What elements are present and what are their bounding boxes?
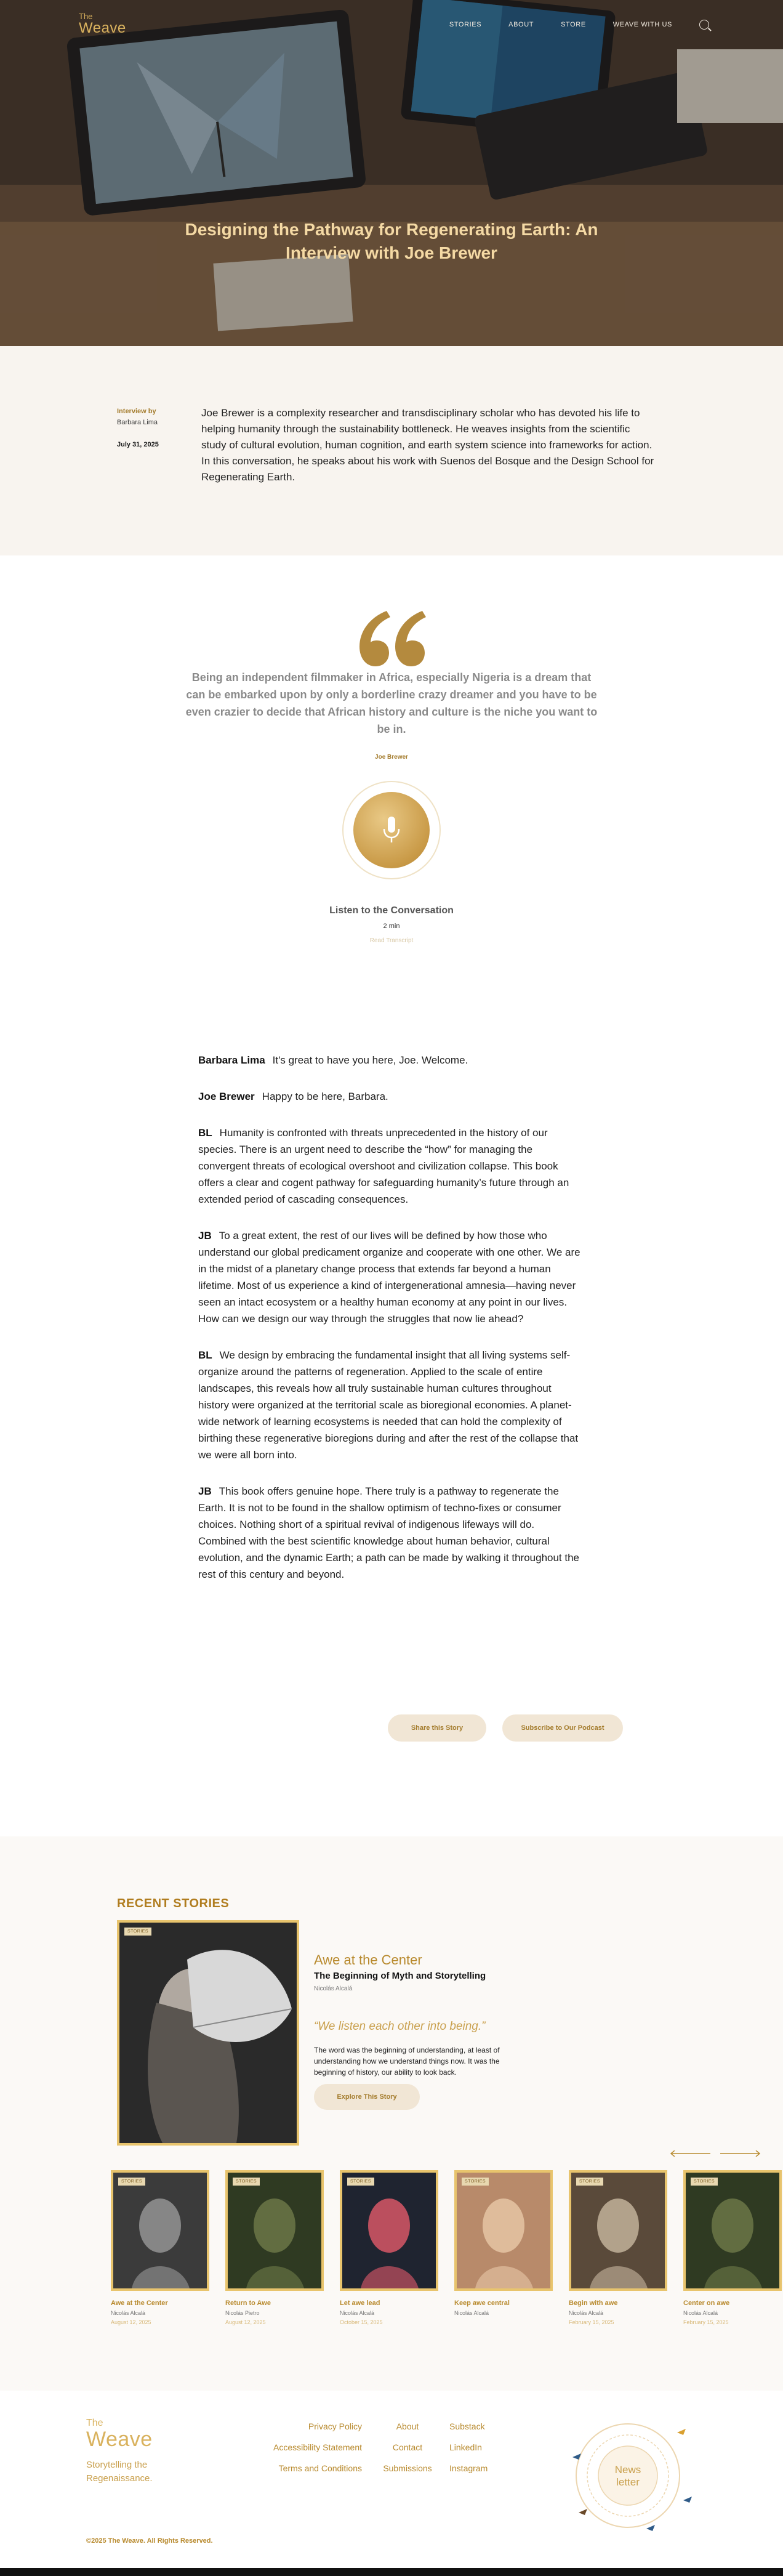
- speaker-label: BL: [198, 1127, 212, 1139]
- interview-text: Humanity is confronted with threats unprecedented in the history of our species. There is an urgent need to describe the “how” for managing the convergent threats of ecological overshoot and civilization collapse. This book offers a clear and cogent pathway for safeguarding humanity’s future through an extended period of cascading consequences.: [198, 1127, 569, 1205]
- newsletter-line2: letter: [616, 2476, 640, 2488]
- microphone-icon: [382, 817, 401, 844]
- story-card-art: [342, 2173, 436, 2288]
- footer-social-links: [449, 2421, 511, 2473]
- nav-weave-with-us[interactable]: WEAVE WITH US: [612, 21, 672, 28]
- arrow-right-icon[interactable]: [720, 2150, 761, 2157]
- carousel-arrows: [670, 2150, 761, 2157]
- recent-stories-title: RECENT STORIES: [117, 1897, 230, 1910]
- interview-line: [198, 1483, 585, 1583]
- newsletter-badge[interactable]: [554, 2408, 702, 2543]
- speaker-label: JB: [198, 1230, 212, 1242]
- story-card-art: [228, 2173, 321, 2288]
- intro-paragraph: Joe Brewer is a complexity researcher and transdisciplinary scholar who has devoted his life to helping humanity through the sustainability bottleneck. He weaves insights from the scientific study of cultural evolution, human cognition, and earth system science into frameworks for action. In this conversation, he speaks about his work with Suenos del Bosque and the Design School for Regenerating Earth.: [201, 407, 654, 483]
- hero-overlay: [0, 0, 783, 346]
- story-card-art: [571, 2173, 665, 2288]
- story-card-image[interactable]: [454, 2170, 553, 2291]
- interview-line: [198, 1227, 585, 1327]
- nav-store[interactable]: STORE: [561, 21, 586, 28]
- interview-text: It's great to have you here, Joe. Welcome.: [272, 1054, 468, 1066]
- interview-text: This book offers genuine hope. There truly is a pathway to regenerate the Earth. It is not to be found in the shallow optimism of techno-fixes or consumer choices. Nothing short of a spiritual revival of indigenous lifeways will do. Combined with the best scientific knowledge about human behavior, cultural evolution, and the dynamic Earth; a path can be made by walking it throughout the rest of this century and beyond.: [198, 1485, 580, 1580]
- recent-stories-section: [0, 1836, 783, 2391]
- about-link[interactable]: About: [396, 2421, 419, 2431]
- story-card-author: Nicolás Alcalá: [569, 2310, 604, 2316]
- linkedin-link[interactable]: LinkedIn: [449, 2442, 482, 2452]
- story-card-art: [113, 2173, 207, 2288]
- story-card[interactable]: [569, 2170, 667, 2325]
- privacy-policy-link[interactable]: Privacy Policy: [308, 2421, 362, 2431]
- story-card[interactable]: [454, 2170, 553, 2325]
- audio-player: [342, 781, 441, 879]
- speaker-label: BL: [198, 1349, 212, 1361]
- feature-title[interactable]: Awe at the Center: [314, 1952, 422, 1968]
- interview-text: We design by embracing the fundamental insight that all living systems self-organize around the patterns of regeneration. Applied to the scale of entire landscapes, this reveals how all truly sustainable human cultures throughout history were organized at the territorial scale as bioregional economies. A planet-wide network of learning ecosystems is needed that can hold the complexity of birthing these regenerative bioregions during and after the rest of the collapse that we were all born into.: [198, 1349, 579, 1461]
- story-card-date: August 12, 2025: [111, 2319, 151, 2325]
- footer-bar: [0, 2568, 783, 2576]
- story-card[interactable]: [340, 2170, 438, 2325]
- feature-author: Nicolás Alcalá: [314, 1985, 353, 1992]
- story-card-title[interactable]: Keep awe central: [454, 2299, 510, 2307]
- story-card-tag: STORIES: [347, 2178, 374, 2186]
- feature-quote: “We listen each other into being.”: [314, 2020, 486, 2033]
- feature-portrait-image: [119, 1923, 297, 2143]
- story-card-title[interactable]: Return to Awe: [225, 2299, 271, 2307]
- story-card-art: [457, 2173, 550, 2288]
- story-card[interactable]: [683, 2170, 782, 2325]
- story-card-title[interactable]: Center on awe: [683, 2299, 730, 2307]
- story-card-author: Nicolás Alcalá: [454, 2310, 489, 2316]
- site-logo[interactable]: [79, 12, 126, 36]
- speaker-label: JB: [198, 1485, 212, 1497]
- subscribe-podcast-button[interactable]: Subscribe to Our Podcast: [502, 1714, 623, 1742]
- interview-line: [198, 1347, 585, 1463]
- arrow-left-icon[interactable]: [670, 2150, 710, 2157]
- story-card-date: February 15, 2025: [683, 2319, 729, 2325]
- speaker-label: Joe Brewer: [198, 1091, 255, 1102]
- footer-legal-links: [270, 2421, 362, 2473]
- story-card-title[interactable]: Awe at the Center: [111, 2299, 168, 2307]
- footer-site-links: [383, 2421, 432, 2473]
- logo-weave: Weave: [79, 20, 126, 36]
- story-cards: [111, 2170, 782, 2325]
- interview-section: [0, 993, 783, 1836]
- story-card-date: February 15, 2025: [569, 2319, 614, 2325]
- story-card-tag: STORIES: [576, 2178, 603, 2186]
- footer-tagline: Storytelling the Regenaissance.: [86, 2460, 153, 2484]
- interview-by-label: Interview by: [117, 408, 156, 415]
- story-card-image[interactable]: [683, 2170, 782, 2291]
- interview-line: [198, 1052, 585, 1068]
- publish-date: July 31, 2025: [117, 441, 159, 448]
- feature-story-image[interactable]: [117, 1920, 299, 2146]
- read-transcript-link[interactable]: Read Transcript: [369, 937, 414, 944]
- feature-subtitle: The Beginning of Myth and Storytelling: [314, 1971, 486, 1981]
- interview-text: Happy to be here, Barbara.: [262, 1091, 388, 1102]
- hero: [0, 0, 783, 346]
- listen-duration: 2 min: [383, 923, 400, 930]
- nav-stories[interactable]: STORIES: [449, 21, 482, 28]
- story-card-title[interactable]: Begin with awe: [569, 2299, 618, 2307]
- quote-section: [0, 555, 783, 993]
- intro-section: [0, 346, 783, 555]
- newsletter-line1: News: [614, 2464, 641, 2476]
- share-actions: [388, 1714, 623, 1742]
- story-card-image[interactable]: [340, 2170, 438, 2291]
- accessibility-link[interactable]: Accessibility Statement: [273, 2442, 362, 2452]
- story-card-tag: STORIES: [462, 2178, 489, 2186]
- nav-links: [449, 20, 709, 30]
- story-card-author: Nicolás Alcalá: [340, 2310, 375, 2316]
- play-audio-button[interactable]: [353, 792, 430, 868]
- listen-title: Listen to the Conversation: [329, 905, 454, 916]
- contact-link[interactable]: Contact: [392, 2442, 423, 2452]
- terms-link[interactable]: Terms and Conditions: [278, 2463, 362, 2473]
- top-nav: [0, 12, 783, 49]
- story-card-image[interactable]: [569, 2170, 667, 2291]
- interview-line: [198, 1124, 585, 1208]
- story-card-art: [686, 2173, 779, 2288]
- story-card-author: Nicolás Pietro: [225, 2310, 260, 2316]
- copyright: ©2025 The Weave. All Rights Reserved.: [86, 2537, 213, 2545]
- search-icon[interactable]: [699, 20, 709, 30]
- footer: [0, 2391, 783, 2576]
- story-card-date: October 15, 2025: [340, 2319, 383, 2325]
- story-card[interactable]: [225, 2170, 324, 2325]
- interview-line: [198, 1088, 585, 1105]
- story-card-date: August 12, 2025: [225, 2319, 266, 2325]
- footer-logo[interactable]: [86, 2418, 153, 2450]
- story-card-tag: STORIES: [118, 2178, 145, 2186]
- quote-author: Joe Brewer: [375, 754, 408, 761]
- footer-logo-weave: Weave: [86, 2428, 153, 2451]
- feature-description: The word was the beginning of understanding, at least of understanding how we understand things now. It was the beginning of history, our ability to look back.: [314, 2046, 500, 2077]
- story-card-title[interactable]: Let awe lead: [340, 2299, 380, 2307]
- article-meta: [117, 408, 191, 448]
- story-card-image[interactable]: [225, 2170, 324, 2291]
- quote-mark-icon: [357, 611, 426, 666]
- story-card-tag: STORIES: [691, 2178, 718, 2186]
- footer-logo-the: The: [86, 2418, 103, 2428]
- speaker-label: Barbara Lima: [198, 1054, 265, 1066]
- feature-tag: STORIES: [124, 1928, 151, 1936]
- interview-text: To a great extent, the rest of our lives will be defined by how those who understand our global predicament organize and cooperate with one other. We are in the midst of a planetary change process that extends far beyond a human lifetime. Most of us experience a kind of intergenerational amnesia—having never seen an intact ecosystem or a healthy human economy at any point in our lives. How can we design our way through the struggles that now lie ahead?: [198, 1230, 580, 1325]
- logo-the: The: [79, 12, 93, 21]
- story-card-author: Nicolás Alcalá: [683, 2310, 718, 2316]
- hero-title: Designing the Pathway for Regenerating Earth: An Interview with Joe Brewer: [185, 220, 598, 262]
- submissions-link[interactable]: Submissions: [383, 2463, 432, 2473]
- share-story-button[interactable]: Share this Story: [388, 1714, 486, 1742]
- explore-story-button[interactable]: Explore This Story: [314, 2084, 420, 2110]
- story-card-image[interactable]: [111, 2170, 209, 2291]
- substack-link[interactable]: Substack: [449, 2421, 485, 2431]
- pull-quote: Being an independent filmmaker in Africa, especially Nigeria is a dream that can be embarked upon by only a borderline crazy dreamer and you have to be even crazier to decide that African history and culture is the niche you want to be in.: [185, 671, 598, 735]
- nav-about[interactable]: ABOUT: [508, 21, 534, 28]
- interviewer-name[interactable]: Barbara Lima: [117, 419, 158, 426]
- story-card[interactable]: [111, 2170, 209, 2325]
- instagram-link[interactable]: Instagram: [449, 2463, 488, 2473]
- story-card-author: Nicolás Alcalá: [111, 2310, 146, 2316]
- story-card-tag: STORIES: [233, 2178, 260, 2186]
